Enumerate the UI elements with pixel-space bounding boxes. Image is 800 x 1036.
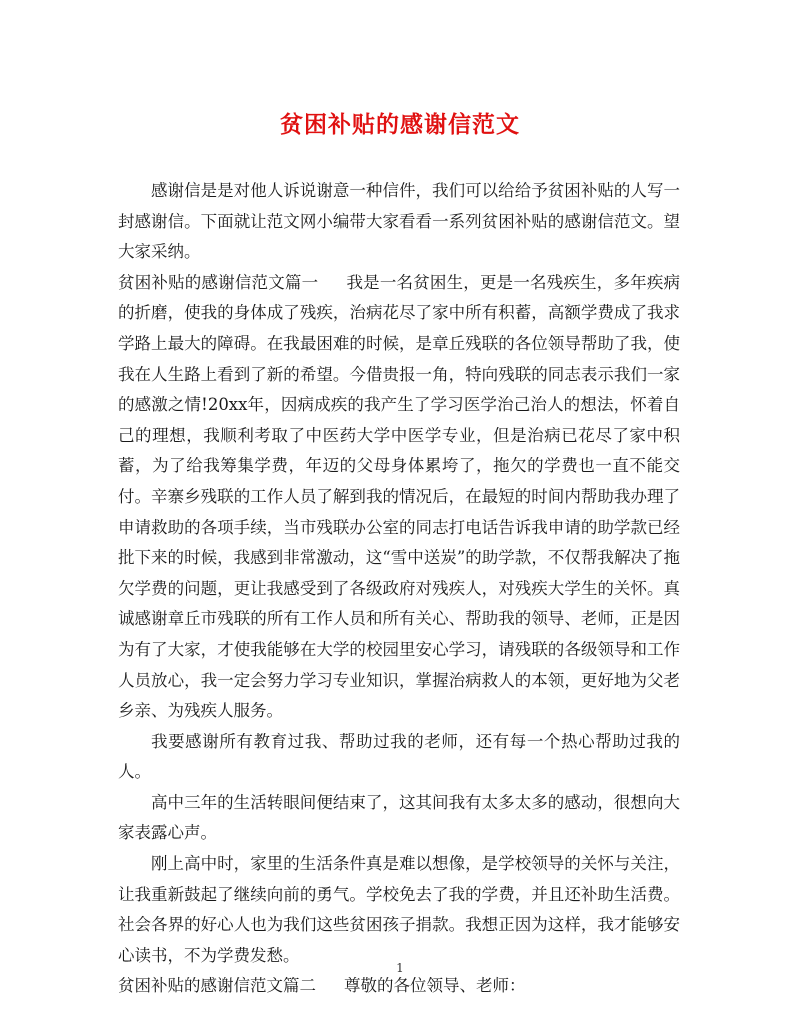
section-2-paragraph — [118, 971, 680, 1002]
intro-paragraph: 感谢信是是对他人诉说谢意一种信件，我们可以给给予贫困补贴的人写一封感谢信。下面就让范文网小编带大家看看一系列贫困补贴的感谢信范文。望大家采纳。 — [118, 181, 680, 262]
document-body — [118, 176, 680, 1002]
page-number: 1 — [396, 961, 404, 975]
section-2-text: 尊敬的各位领导、老师： — [344, 976, 526, 996]
paragraph-high-school: 高中三年的生活转眼间便结束了，这其间我有太多太多的感动，很想向大家表露心声。 — [118, 792, 680, 843]
page-title: 贫困补贴的感谢信范文 — [280, 111, 520, 138]
section-1-heading: 贫困补贴的感谢信范文篇一 — [118, 272, 319, 292]
section-1-text: 我是一名贫困生，更是一名残疾生，多年疾病的折磨，使我的身体成了残疾，治病花尽了家中所有积蓄，高额学费成了我求学路上最大的障碍。在我最困难的时候，是章丘残联的各位领导帮助了我，使我在人生路上看到了新的希望。今借贵报一角，特向残联的同志表示我们一家的感激之情!20xx年，因病成疾的我产生了学习医学治己治人的想法，怀着自己的理想，我顺利考取了中医药大学中医学专业，但是治病已花尽了家中积蓄，为了给我筹集学费，年迈的父母身体累垮了，拖欠的学费也一直不能交付。辛寨乡残联的工作人员了解到我的情况后，在最短的时间内帮助我办理了申请救助的各项手续，当市残联办公室的同志打电话告诉我申请的助学款已经批下来的时候，我感到非常激动，这“雪中送炭”的助学款，不仅帮我解决了拖欠学费的问题，更让我感受到了各级政府对残疾人，对残疾大学生的关怀。真诚感谢章丘市残联的所有工作人员和所有关心、帮助我的领导、老师，正是因为有了大家，才使我能够在大学的校园里安心学习，请残联的各级领导和工作人员放心，我一定会努力学习专业知识，掌握治病救人的本领，更好地为父老乡亲、为残疾人服务。 — [118, 272, 680, 721]
paragraph-thanks-teachers: 我要感谢所有教育过我、帮助过我的老师，还有每一个热心帮助过我的人。 — [118, 731, 680, 782]
paragraph-living-conditions: 刚上高中时，家里的生活条件真是难以想像，是学校领导的关怀与关注，让我重新鼓起了继续向前的勇气。学校免去了我的学费，并且还补助生活费。社会各界的好心人也为我们这些贫困孩子捐款。我想正因为这样，我才能够安心读书，不为学费发愁。 — [118, 854, 680, 965]
section-1-paragraph — [118, 268, 680, 727]
section-2-heading: 贫困补贴的感谢信范文篇二 — [118, 976, 316, 996]
